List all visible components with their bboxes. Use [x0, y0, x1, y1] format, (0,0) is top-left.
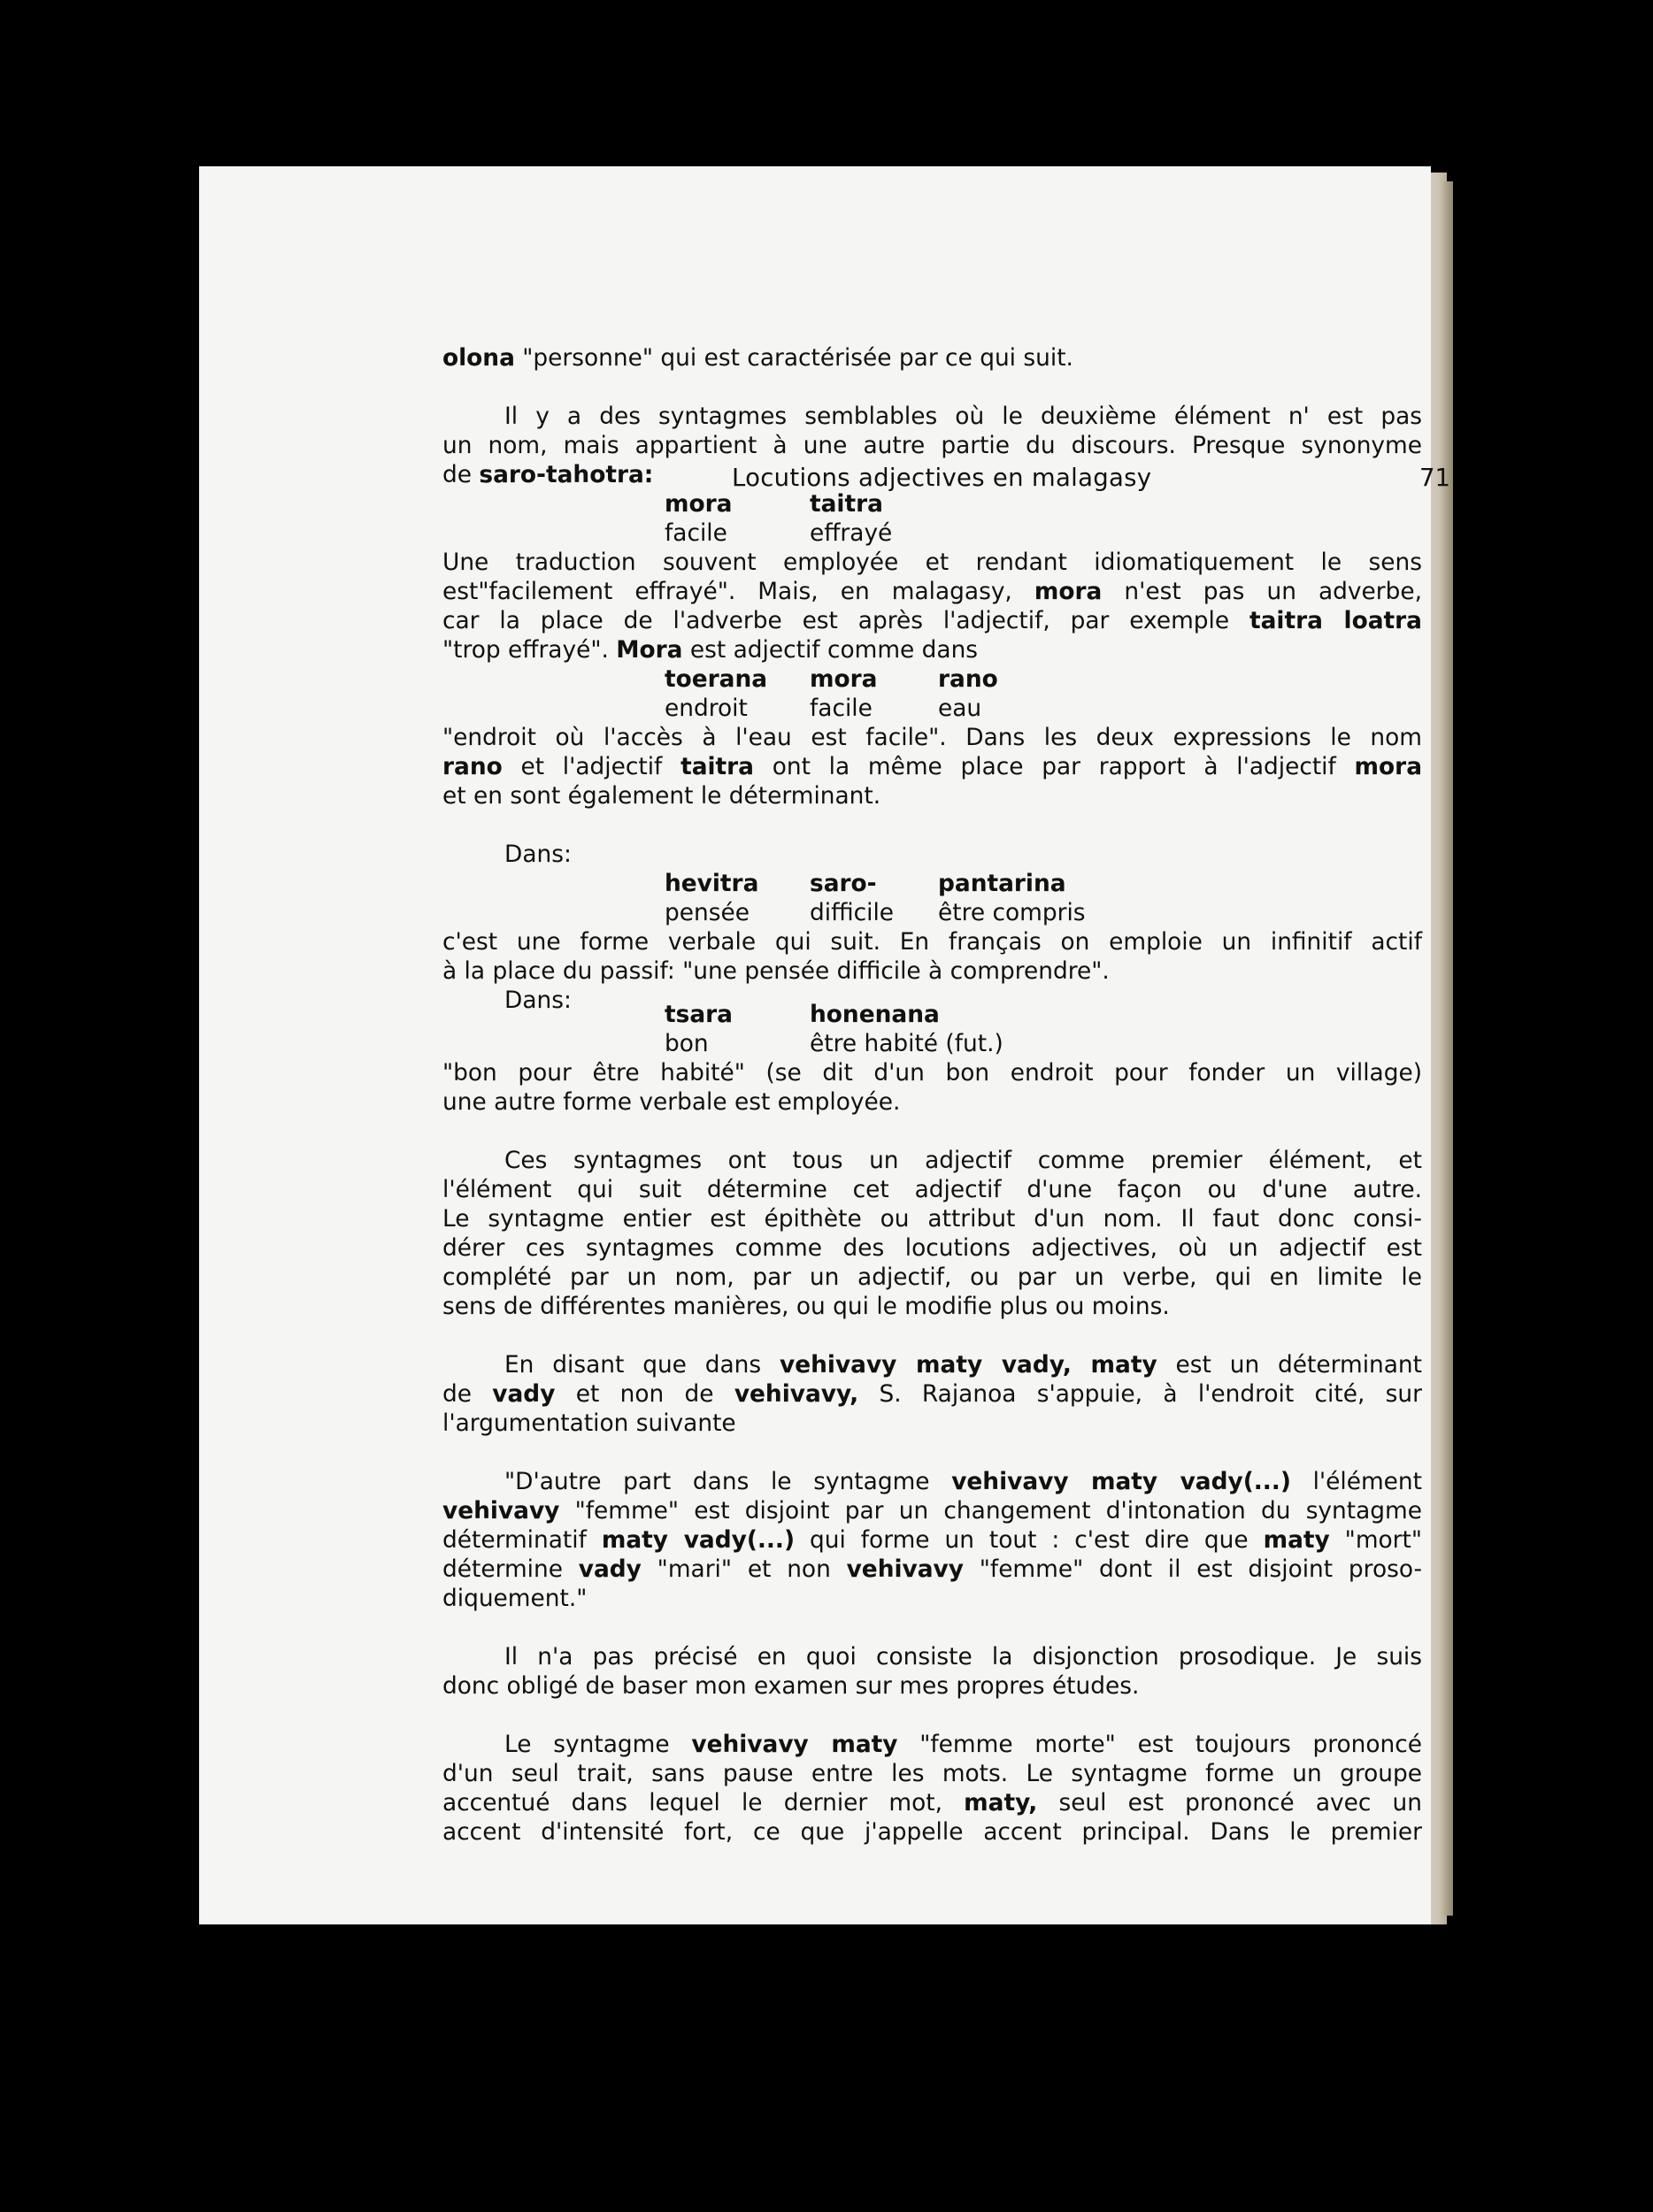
- gloss-translation: facile: [810, 695, 873, 722]
- text-span: En disant que dans: [504, 1351, 780, 1379]
- text-span: l'élément qui suit détermine cet adjectif d'une façon ou d'une autre.: [442, 1176, 1422, 1203]
- bold-term: taitra: [680, 753, 754, 780]
- text-span: n'est pas un adverbe,: [1102, 578, 1422, 605]
- bold-term: taitra loatra: [1249, 607, 1422, 634]
- text-span: de: [442, 461, 480, 488]
- text-line: [442, 1233, 1422, 1263]
- bold-term: maty vady(...): [601, 1526, 796, 1554]
- text-line: [442, 1467, 1422, 1496]
- bold-term: vady: [578, 1555, 642, 1583]
- text-line: [442, 606, 1422, 635]
- gloss-translation: eau: [938, 695, 982, 722]
- bold-term: rano: [442, 753, 503, 780]
- text-line: [442, 548, 1422, 577]
- bold-term: maty: [1263, 1526, 1330, 1554]
- text-span: l'élément: [1290, 1468, 1422, 1495]
- text-span: complété par un nom, par un adjectif, ou par un verbe, qui en limite le: [442, 1263, 1422, 1291]
- text-span: un nom, mais appartient à une autre partie du discours. Presque synonyme: [442, 432, 1422, 459]
- text-span: déterminatif: [442, 1526, 602, 1554]
- text-line: [442, 1350, 1422, 1379]
- text-span: de: [442, 1380, 493, 1408]
- text-span: Une traduction souvent employée et rendant idiomatiquement le sens: [442, 549, 1422, 576]
- text-line: [442, 1087, 1422, 1117]
- bold-term: vehivavy: [442, 1497, 560, 1525]
- text-span: et non de: [555, 1380, 734, 1408]
- text-line: [442, 577, 1422, 606]
- text-span: "endroit où l'accès à l'eau est facile". Dans les deux expressions le nom: [442, 724, 1422, 751]
- bold-term: vehivavy maty vady(...): [951, 1468, 1291, 1495]
- bold-term: mora: [1354, 753, 1422, 780]
- text-line: [442, 1146, 1422, 1175]
- text-span: Dans:: [504, 841, 572, 868]
- gloss-term: rano: [938, 665, 998, 693]
- text-span: accentué dans lequel le dernier mot,: [442, 1789, 965, 1816]
- text-line: [442, 1379, 1422, 1409]
- text-span: une autre forme verbale est employée.: [442, 1088, 901, 1116]
- gloss-term: tsara: [665, 1001, 733, 1028]
- gloss-translation: pensée: [665, 899, 750, 926]
- gloss-term: saro-: [810, 870, 877, 897]
- text-span: d'un seul trait, sans pause entre les mots. Le syntagme forme un groupe: [442, 1760, 1422, 1787]
- text-span: Le syntagme entier est épithète ou attribut d'un nom. Il faut donc consi-: [442, 1205, 1422, 1233]
- text-line: [442, 460, 1422, 489]
- text-span: qui forme un tout : c'est dire que: [795, 1526, 1264, 1554]
- gloss-term: honenana: [810, 1001, 940, 1028]
- text-line: [442, 431, 1422, 460]
- text-span: Dans:: [504, 987, 572, 1014]
- bold-term: maty,: [964, 1789, 1038, 1816]
- text-span: S. Rajanoa s'appuie, à l'endroit cité, sur: [858, 1380, 1422, 1408]
- bold-term: vehivavy maty vady, maty: [780, 1351, 1157, 1379]
- text-span: accent d'intensité fort, ce que j'appelle accent principal. Dans le premier: [442, 1818, 1422, 1846]
- gloss-term: pantarina: [938, 870, 1066, 897]
- bold-term: saro-tahotra:: [479, 461, 654, 488]
- text-line: [442, 927, 1422, 956]
- gloss-translation: bon: [665, 1030, 709, 1057]
- text-span: ont la même place par rapport à l'adjectif: [754, 753, 1355, 780]
- gloss-term: taitra: [810, 490, 883, 518]
- text-line: [442, 1730, 1422, 1759]
- text-span: "mort": [1329, 1526, 1423, 1554]
- gloss-translation: endroit: [665, 695, 748, 722]
- text-span: sens de différentes manières, ou qui le modifie plus ou moins.: [442, 1293, 1170, 1320]
- text-span: est un déterminant: [1157, 1351, 1423, 1379]
- gloss-term: hevitra: [665, 870, 759, 897]
- text-span: "trop effrayé".: [442, 636, 617, 664]
- text-line: [442, 1788, 1422, 1817]
- text-line: [442, 343, 1422, 373]
- bold-term: vady: [492, 1380, 556, 1408]
- text-line: [442, 1671, 1422, 1701]
- text-span: à la place du passif: "une pensée difficile à comprendre".: [442, 957, 1110, 985]
- gloss-term: mora: [810, 665, 878, 693]
- text-span: Il y a des syntagmes semblables où le deuxième élément n' est pas: [504, 403, 1422, 430]
- text-span: "mari" et non: [641, 1555, 847, 1583]
- text-span: "D'autre part dans le syntagme: [504, 1468, 952, 1495]
- text-line: [442, 1496, 1422, 1525]
- text-line: [442, 1525, 1422, 1555]
- text-span: Ces syntagmes ont tous un adjectif comme premier élément, et: [504, 1147, 1422, 1174]
- bold-term: olona: [442, 344, 515, 372]
- text-line: [442, 1817, 1422, 1847]
- text-span: car la place de l'adverbe est après l'adjectif, par exemple: [442, 607, 1249, 634]
- bold-term: vehivavy: [846, 1555, 964, 1583]
- page-edge-dark: [1441, 181, 1453, 1916]
- text-span: Le syntagme: [504, 1731, 692, 1758]
- gloss-translation: effrayé: [810, 519, 893, 547]
- text-span: "femme" dont il est disjoint proso-: [963, 1555, 1422, 1583]
- running-header: Locutions adjectives en malagasy: [732, 464, 1152, 492]
- bold-term: vehivavy,: [734, 1380, 859, 1408]
- text-line: [442, 1759, 1422, 1788]
- text-span: l'argumentation suivante: [442, 1409, 736, 1437]
- text-span: et en sont également le déterminant.: [442, 782, 881, 810]
- text-line: [442, 840, 1422, 869]
- text-span: donc obligé de baser mon examen sur mes propres études.: [442, 1672, 1140, 1700]
- text-span: et l'adjectif: [502, 753, 681, 780]
- bold-term: Mora: [616, 636, 683, 664]
- text-line: [442, 723, 1422, 752]
- gloss-translation: être habité (fut.): [810, 1030, 1003, 1057]
- gloss-term: toerana: [665, 665, 768, 693]
- text-line: [442, 1584, 1422, 1613]
- text-span: diquement.": [442, 1585, 588, 1612]
- text-line: [442, 635, 1422, 664]
- text-line: [442, 1642, 1422, 1671]
- gloss-translation: facile: [665, 519, 727, 547]
- bold-term: vehivavy maty: [691, 1731, 898, 1758]
- text-span: seul est prononcé avec un: [1037, 1789, 1422, 1816]
- text-line: [442, 1204, 1422, 1233]
- text-line: [442, 1058, 1422, 1087]
- text-span: dérer ces syntagmes comme des locutions adjectives, où un adjectif est: [442, 1234, 1422, 1262]
- text-line: [442, 1263, 1422, 1292]
- text-span: "bon pour être habité" (se dit d'un bon endroit pour fonder un village): [442, 1059, 1422, 1087]
- book-page: [199, 166, 1450, 1924]
- text-line: [442, 1175, 1422, 1204]
- text-span: "femme morte" est toujours prononcé: [897, 1731, 1423, 1758]
- text-line: [442, 1555, 1422, 1584]
- text-span: "femme" est disjoint par un changement d'intonation du syntagme: [559, 1497, 1422, 1525]
- text-span: c'est une forme verbale qui suit. En français on emploie un infinitif actif: [442, 928, 1422, 956]
- text-span: détermine: [442, 1555, 579, 1583]
- text-line: [442, 1292, 1422, 1321]
- text-line: [442, 1409, 1422, 1438]
- text-line: [442, 402, 1422, 431]
- text-line: [442, 781, 1422, 810]
- bold-term: mora: [1034, 578, 1103, 605]
- gloss-translation: être compris: [938, 899, 1086, 926]
- text-span: est adjectif comme dans: [682, 636, 979, 664]
- text-line: [442, 956, 1422, 986]
- page-number: 71: [1419, 464, 1450, 492]
- text-span: Il n'a pas précisé en quoi consiste la disjonction prosodique. Je suis: [504, 1643, 1422, 1671]
- text-span: est"facilement effrayé". Mais, en malagasy,: [442, 578, 1034, 605]
- text-line: [442, 752, 1422, 781]
- gloss-term: mora: [665, 490, 733, 518]
- gloss-translation: difficile: [810, 899, 895, 926]
- text-span: "personne" qui est caractérisée par ce qui suit.: [514, 344, 1073, 372]
